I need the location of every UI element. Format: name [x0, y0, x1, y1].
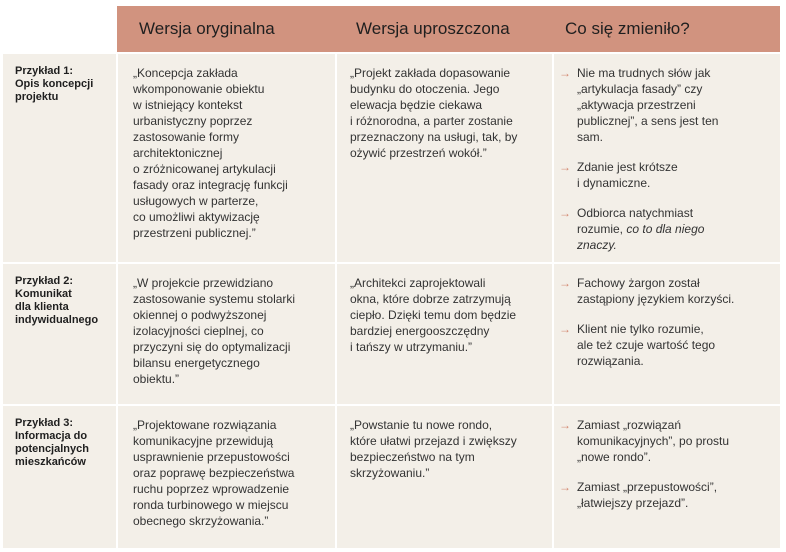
header-changes: Co się zmieniło?: [565, 19, 690, 38]
row-label-line: Informacja do: [15, 430, 88, 442]
table-row: [3, 264, 780, 404]
text-line: „nowe rondo”.: [577, 450, 652, 464]
text-line: publicznej”, a sens jest ten: [577, 114, 719, 128]
row-label: [3, 264, 117, 404]
text-line: usługowych w parterze,: [133, 194, 259, 208]
change-item: [559, 159, 774, 191]
text-line: „łatwiejszy przejazd”.: [577, 496, 689, 510]
original-text: [117, 54, 336, 262]
row-label: [3, 406, 117, 548]
arrow-right-icon: →: [559, 66, 571, 80]
text-line: sam.: [577, 130, 604, 144]
arrow-right-icon: →: [559, 276, 571, 290]
text-line: bezpieczeństwo na tym: [350, 450, 475, 464]
row-label-line: Przykład 2:: [15, 275, 74, 287]
change-item: [559, 479, 774, 511]
text-line: przyczyni się do optymalizacji: [133, 340, 291, 354]
row-label: [3, 54, 117, 262]
text-line: zastąpiony językiem korzyści.: [577, 292, 735, 306]
column-divider: [552, 54, 554, 548]
simplified-text: [336, 264, 553, 404]
text-line: „aktywacja przestrzeni: [577, 98, 696, 112]
text-line: obecnego skrzyżowania.”: [133, 514, 269, 528]
row-label-line: mieszkańców: [15, 456, 86, 468]
text-line: „Projektowane rozwiązania: [133, 418, 277, 432]
text-line: fasady oraz integrację funkcji: [133, 178, 288, 192]
header-original: Wersja oryginalna: [139, 19, 275, 38]
text-line: i dynamiczne.: [577, 176, 651, 190]
text-line: skrzyżowaniu.”: [350, 466, 430, 480]
text-line: Zamiast „przepustowości”,: [577, 480, 718, 494]
change-item: [559, 65, 774, 145]
text-line: w istniejący kontekst: [133, 98, 243, 112]
text-line: ruchu poprzez wprowadzenie: [133, 482, 290, 496]
text-line: ciepło. Dzięki temu dom będzie: [350, 308, 517, 322]
text-line: „Koncepcja zakłada: [133, 66, 238, 80]
text-line: „Architekci zaprojektowali: [350, 276, 486, 290]
text-line: komunikacyjne przewidują: [133, 434, 274, 448]
arrow-right-icon: →: [559, 322, 571, 336]
text-line: i tańszy w utrzymaniu.”: [350, 340, 473, 354]
row-label-line: Komunikat: [15, 288, 72, 300]
text-line: budynku do otoczenia. Jego: [350, 82, 500, 96]
text-line: przestrzeni publicznej.”: [133, 226, 256, 240]
arrow-right-icon: →: [559, 480, 571, 494]
text-line: ożywić przestrzeń wokół.”: [350, 146, 487, 160]
row-label-line: indywidualnego: [15, 314, 99, 326]
arrow-right-icon: →: [559, 160, 571, 174]
text-line: usprawnienie przepustowości: [133, 450, 290, 464]
simplified-text: [336, 54, 553, 262]
table-row: [3, 54, 780, 262]
text-line: Fachowy żargon został: [577, 276, 700, 290]
text-line: elewacja będzie ciekawa: [350, 98, 483, 112]
text-line: urbanistyczny poprzez: [133, 114, 253, 128]
text-line: rozwiązania.: [577, 354, 644, 368]
text-line: Zdanie jest krótsze: [577, 160, 678, 174]
simplified-text: [336, 406, 553, 548]
text-line: wkomponowanie obiektu: [133, 82, 265, 96]
text-line: o zróżnicowanej artykulacji: [133, 162, 276, 176]
text-line: komunikacyjnych”, po prostu: [577, 434, 730, 448]
arrow-right-icon: →: [559, 206, 571, 220]
change-item: [559, 275, 774, 307]
table-row: [3, 406, 780, 548]
text-line: zastosowanie systemu stolarki: [133, 292, 296, 306]
text-line: Nie ma trudnych słów jak: [577, 66, 711, 80]
row-label-line: Opis koncepcji: [15, 78, 94, 90]
text-line: ale też czuje wartość tego: [577, 338, 716, 352]
row-label-line: Przykład 3:: [15, 417, 74, 429]
column-divider: [116, 54, 118, 548]
header-simplified: Wersja uproszczona: [356, 19, 510, 38]
original-text: [117, 406, 336, 548]
text-line: [577, 221, 704, 237]
text-line: Zamiast „rozwiązań: [577, 418, 682, 432]
text-line: obiektu.”: [133, 372, 180, 386]
text-fragment: rozumie,: [577, 222, 627, 236]
original-text: [117, 264, 336, 404]
changes-list: [553, 406, 780, 548]
text-line: zastosowanie formy: [133, 130, 240, 144]
text-line: „W projekcie przewidziano: [133, 276, 274, 290]
changes-list: [553, 54, 780, 262]
text-line: „artykulacja fasady” czy: [577, 82, 703, 96]
text-line: bilansu energetycznego: [133, 356, 260, 370]
arrow-right-icon: →: [559, 418, 571, 432]
text-line: okiennej o podwyższonej: [133, 308, 267, 322]
row-label-line: Przykład 1:: [15, 65, 74, 77]
changes-list: [553, 264, 780, 404]
column-divider: [335, 54, 337, 548]
text-line: okna, które dobrze zatrzymują: [350, 292, 511, 306]
text-line: „Powstanie tu nowe rondo,: [350, 418, 493, 432]
text-line: i różnorodna, a parter zostanie: [350, 114, 513, 128]
italic-fragment: co to dla niego: [626, 222, 705, 236]
text-line: oraz poprawę bezpieczeństwa: [133, 466, 295, 480]
text-line: „Projekt zakłada dopasowanie: [350, 66, 511, 80]
table-header: [117, 6, 780, 52]
text-line: bardziej energooszczędny: [350, 324, 490, 338]
text-line: które ułatwi przejazd i zwiększy: [350, 434, 517, 448]
text-line: ronda turbinowego w miejscu: [133, 498, 289, 512]
row-label-line: dla klienta: [15, 301, 69, 313]
text-line: Odbiorca natychmiast: [577, 206, 694, 220]
row-label-line: projektu: [15, 91, 59, 103]
change-item: [559, 321, 774, 369]
text-line: Klient nie tylko rozumie,: [577, 322, 704, 336]
text-line: co umożliwi aktywizację: [133, 210, 260, 224]
text-line: izolacyjności cieplnej, co: [133, 324, 264, 338]
text-line: znaczy.: [577, 238, 617, 252]
text-line: architektonicznej: [133, 146, 223, 160]
change-item: [559, 205, 774, 253]
row-label-line: potencjalnych: [15, 443, 89, 455]
text-line: przeznaczony na usługi, tak, by: [350, 130, 518, 144]
change-item: [559, 417, 774, 465]
